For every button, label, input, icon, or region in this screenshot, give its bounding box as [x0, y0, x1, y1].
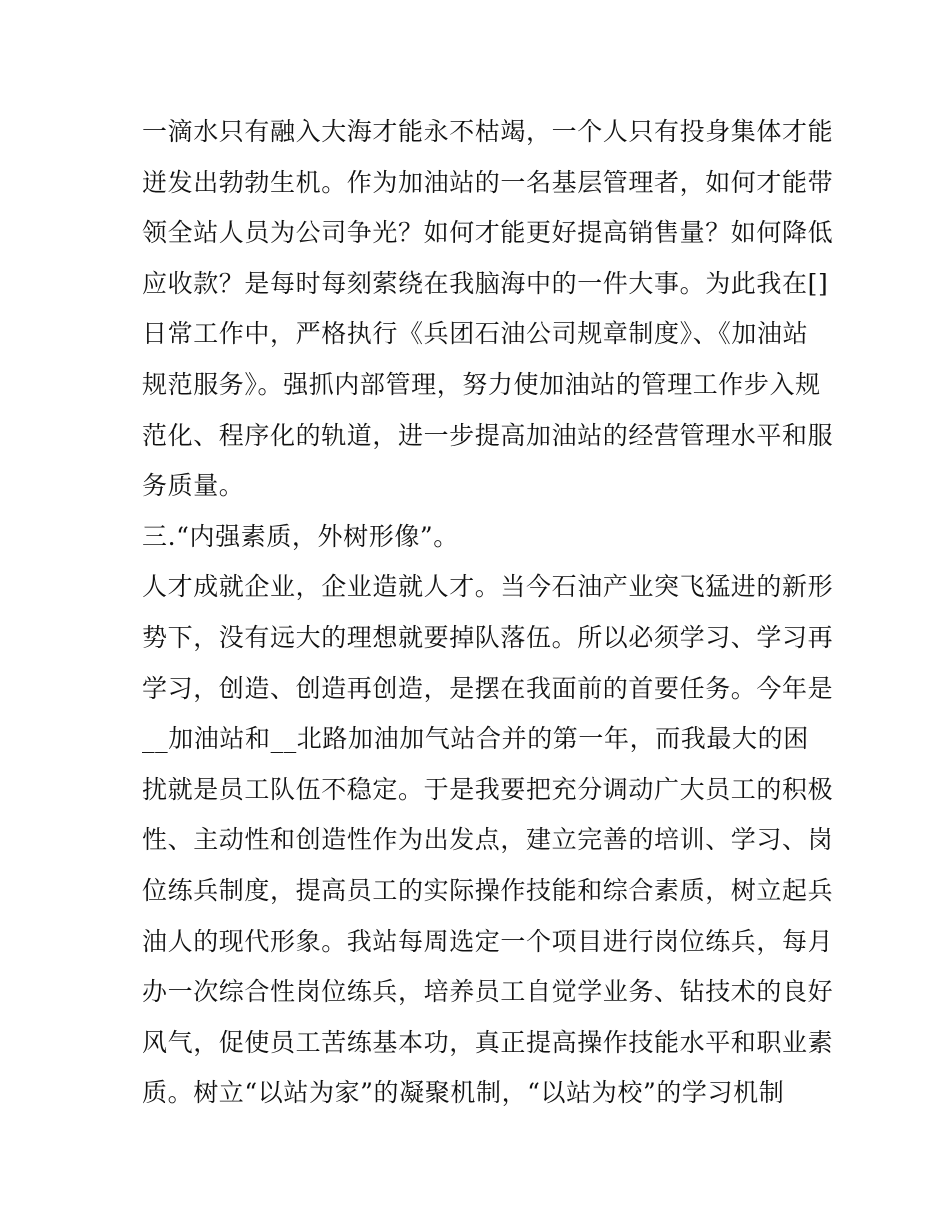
text-line: 性、主动性和创造性作为出发点，建立完善的培训、学习、岗 — [142, 825, 834, 855]
text-line: 务质量。 — [142, 471, 245, 501]
text-line: 范化、程序化的轨道，进一步提高加油站的经营管理水平和服 — [142, 420, 834, 450]
text-line: 日常工作中，严格执行《兵团石油公司规章制度》、《加油站 — [142, 319, 809, 349]
text-line: 人才成就企业，企业造就人才。当今石油产业突飞猛进的新形 — [142, 572, 834, 602]
body-text — [142, 107, 834, 1119]
text-line: 办一次综合性岗位练兵，培养员工自觉学业务、钻技术的良好 — [142, 977, 834, 1007]
text-line: 风气，促使员工苦练基本功，真正提高操作技能水平和职业素 — [142, 1027, 834, 1057]
text-line: 迸发出勃勃生机。作为加油站的一名基层管理者，如何才能带 — [142, 167, 834, 197]
text-line: 扰就是员工队伍不稳定。于是我要把充分调动广大员工的积极 — [142, 774, 834, 804]
text-line: 质。树立“以站为家”的凝聚机制，“以站为校”的学习机制 — [142, 1078, 785, 1108]
text-line: __加油站和__北路加油加气站合并的第一年，而我最大的困 — [142, 724, 809, 754]
text-line: 领全站人员为公司争光？如何才能更好提高销售量？如何降低 — [142, 218, 834, 248]
text-line: 位练兵制度，提高员工的实际操作技能和综合素质，树立起兵 — [142, 875, 834, 905]
text-line: 学习，创造、创造再创造，是摆在我面前的首要任务。今年是 — [142, 673, 834, 703]
text-line: 应收款？是每时每刻萦绕在我脑海中的一件大事。为此我在[] — [142, 268, 829, 298]
text-line: 势下，没有远大的理想就要掉队落伍。所以必须学习、学习再 — [142, 622, 834, 652]
text-line: 油人的现代形象。我站每周选定一个项目进行岗位练兵，每月 — [142, 926, 834, 956]
text-line: 一滴水只有融入大海才能永不枯竭，一个人只有投身集体才能 — [142, 117, 834, 146]
text-line: 规范服务》。强抓内部管理，努力使加油站的管理工作步入规 — [142, 369, 821, 399]
section-heading: 三.“内强素质，外树形像”。 — [142, 521, 459, 551]
